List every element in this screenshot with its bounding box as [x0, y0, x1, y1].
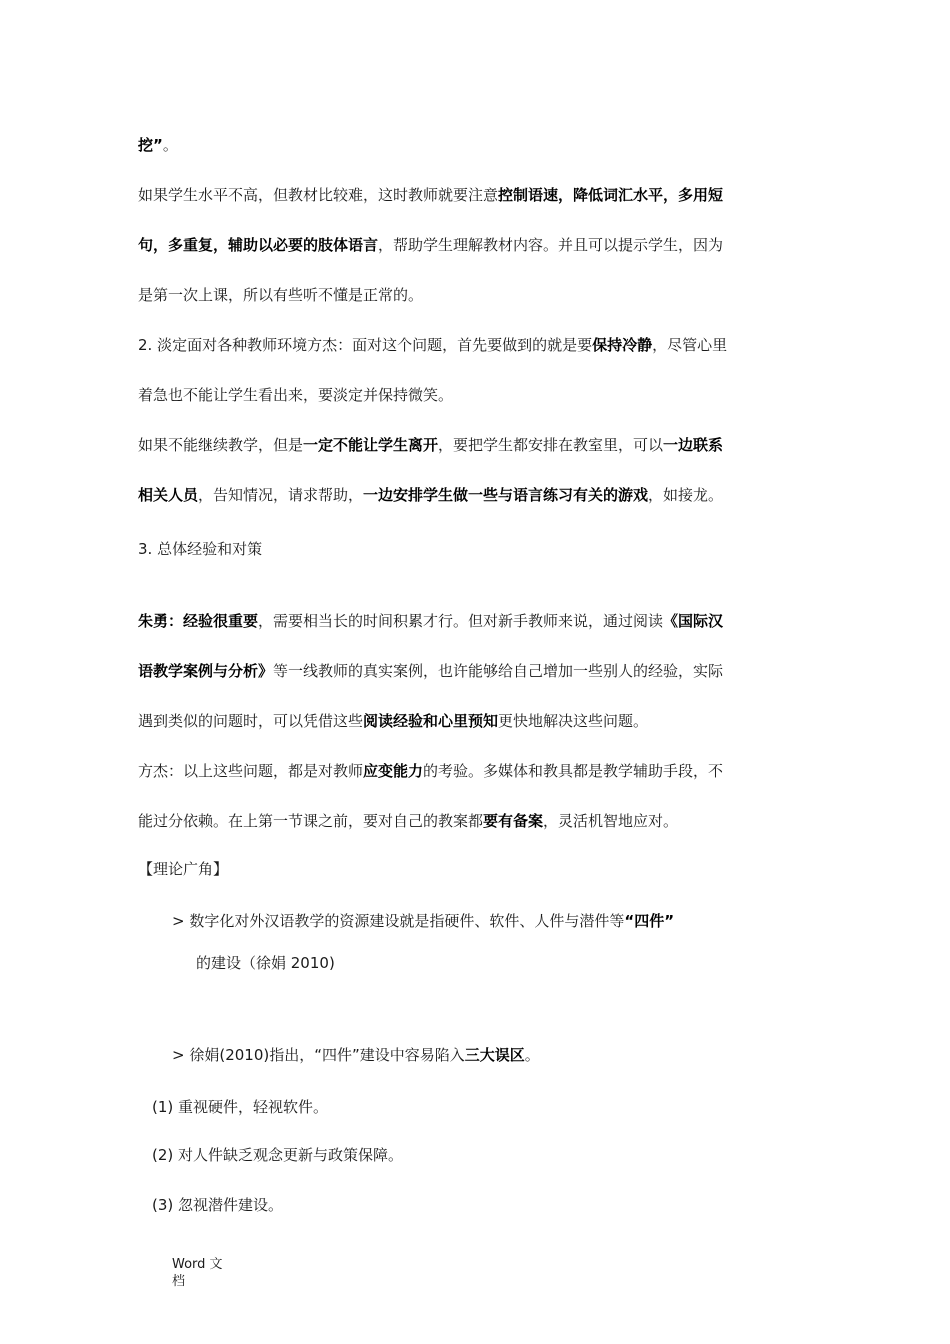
- list-item: (2) 对人件缺乏观念更新与政策保障。: [152, 1146, 404, 1164]
- paragraph-text: 如果不能继续教学，但是一定不能让学生离开，要把学生都安排在教室里，可以一边联系: [138, 436, 724, 454]
- bullet-item: > 徐娟(2010)指出，“四件”建设中容易陷入三大误区。: [172, 1046, 540, 1064]
- section-heading: 【理论广角】: [138, 860, 229, 878]
- bullet-item-continuation: 的建设（徐娟 2010): [196, 954, 335, 972]
- numbered-heading: 3. 总体经验和对策: [138, 540, 263, 558]
- footer-text: 档: [172, 1274, 186, 1289]
- paragraph-continuation: 挖”。: [138, 136, 178, 154]
- list-item: (1) 重视硬件，轻视软件。: [152, 1098, 329, 1116]
- paragraph-text: 方杰：以上这些问题，都是对教师应变能力的考验。多媒体和教具都是教学辅助手段，不: [138, 762, 724, 780]
- paragraph-text: 如果学生水平不高，但教材比较难，这时教师就要注意控制语速，降低词汇水平，多用短: [138, 186, 724, 204]
- paragraph-text: 能过分依赖。在上第一节课之前，要对自己的教案都要有备案，灵活机智地应对。: [138, 812, 679, 830]
- paragraph-text: 是第一次上课，所以有些听不懂是正常的。: [138, 286, 424, 304]
- footer-text: Word 文: [172, 1257, 223, 1272]
- paragraph-text: 相关人员，告知情况，请求帮助，一边安排学生做一些与语言练习有关的游戏，如接龙。: [138, 486, 724, 504]
- numbered-heading: 2. 淡定面对各种教师环境方杰：面对这个问题，首先要做到的就是要保持冷静，尽管心里: [138, 336, 728, 354]
- paragraph-text: 朱勇：经验很重要，需要相当长的时间积累才行。但对新手教师来说，通过阅读《国际汉: [138, 612, 724, 630]
- list-item: (3) 忽视潜件建设。: [152, 1196, 284, 1214]
- paragraph-text: 句，多重复，辅助以必要的肢体语言，帮助学生理解教材内容。并且可以提示学生，因为: [138, 236, 724, 254]
- bullet-item: > 数字化对外汉语教学的资源建设就是指硬件、软件、人件与潜件等“四件”: [172, 912, 675, 930]
- paragraph-text: 着急也不能让学生看出来，要淡定并保持微笑。: [138, 386, 454, 404]
- paragraph-text: 遇到类似的问题时，可以凭借这些阅读经验和心里预知更快地解决这些问题。: [138, 712, 649, 730]
- paragraph-text: 语教学案例与分析》等一线教师的真实案例，也许能够给自己增加一些别人的经验，实际: [138, 662, 724, 680]
